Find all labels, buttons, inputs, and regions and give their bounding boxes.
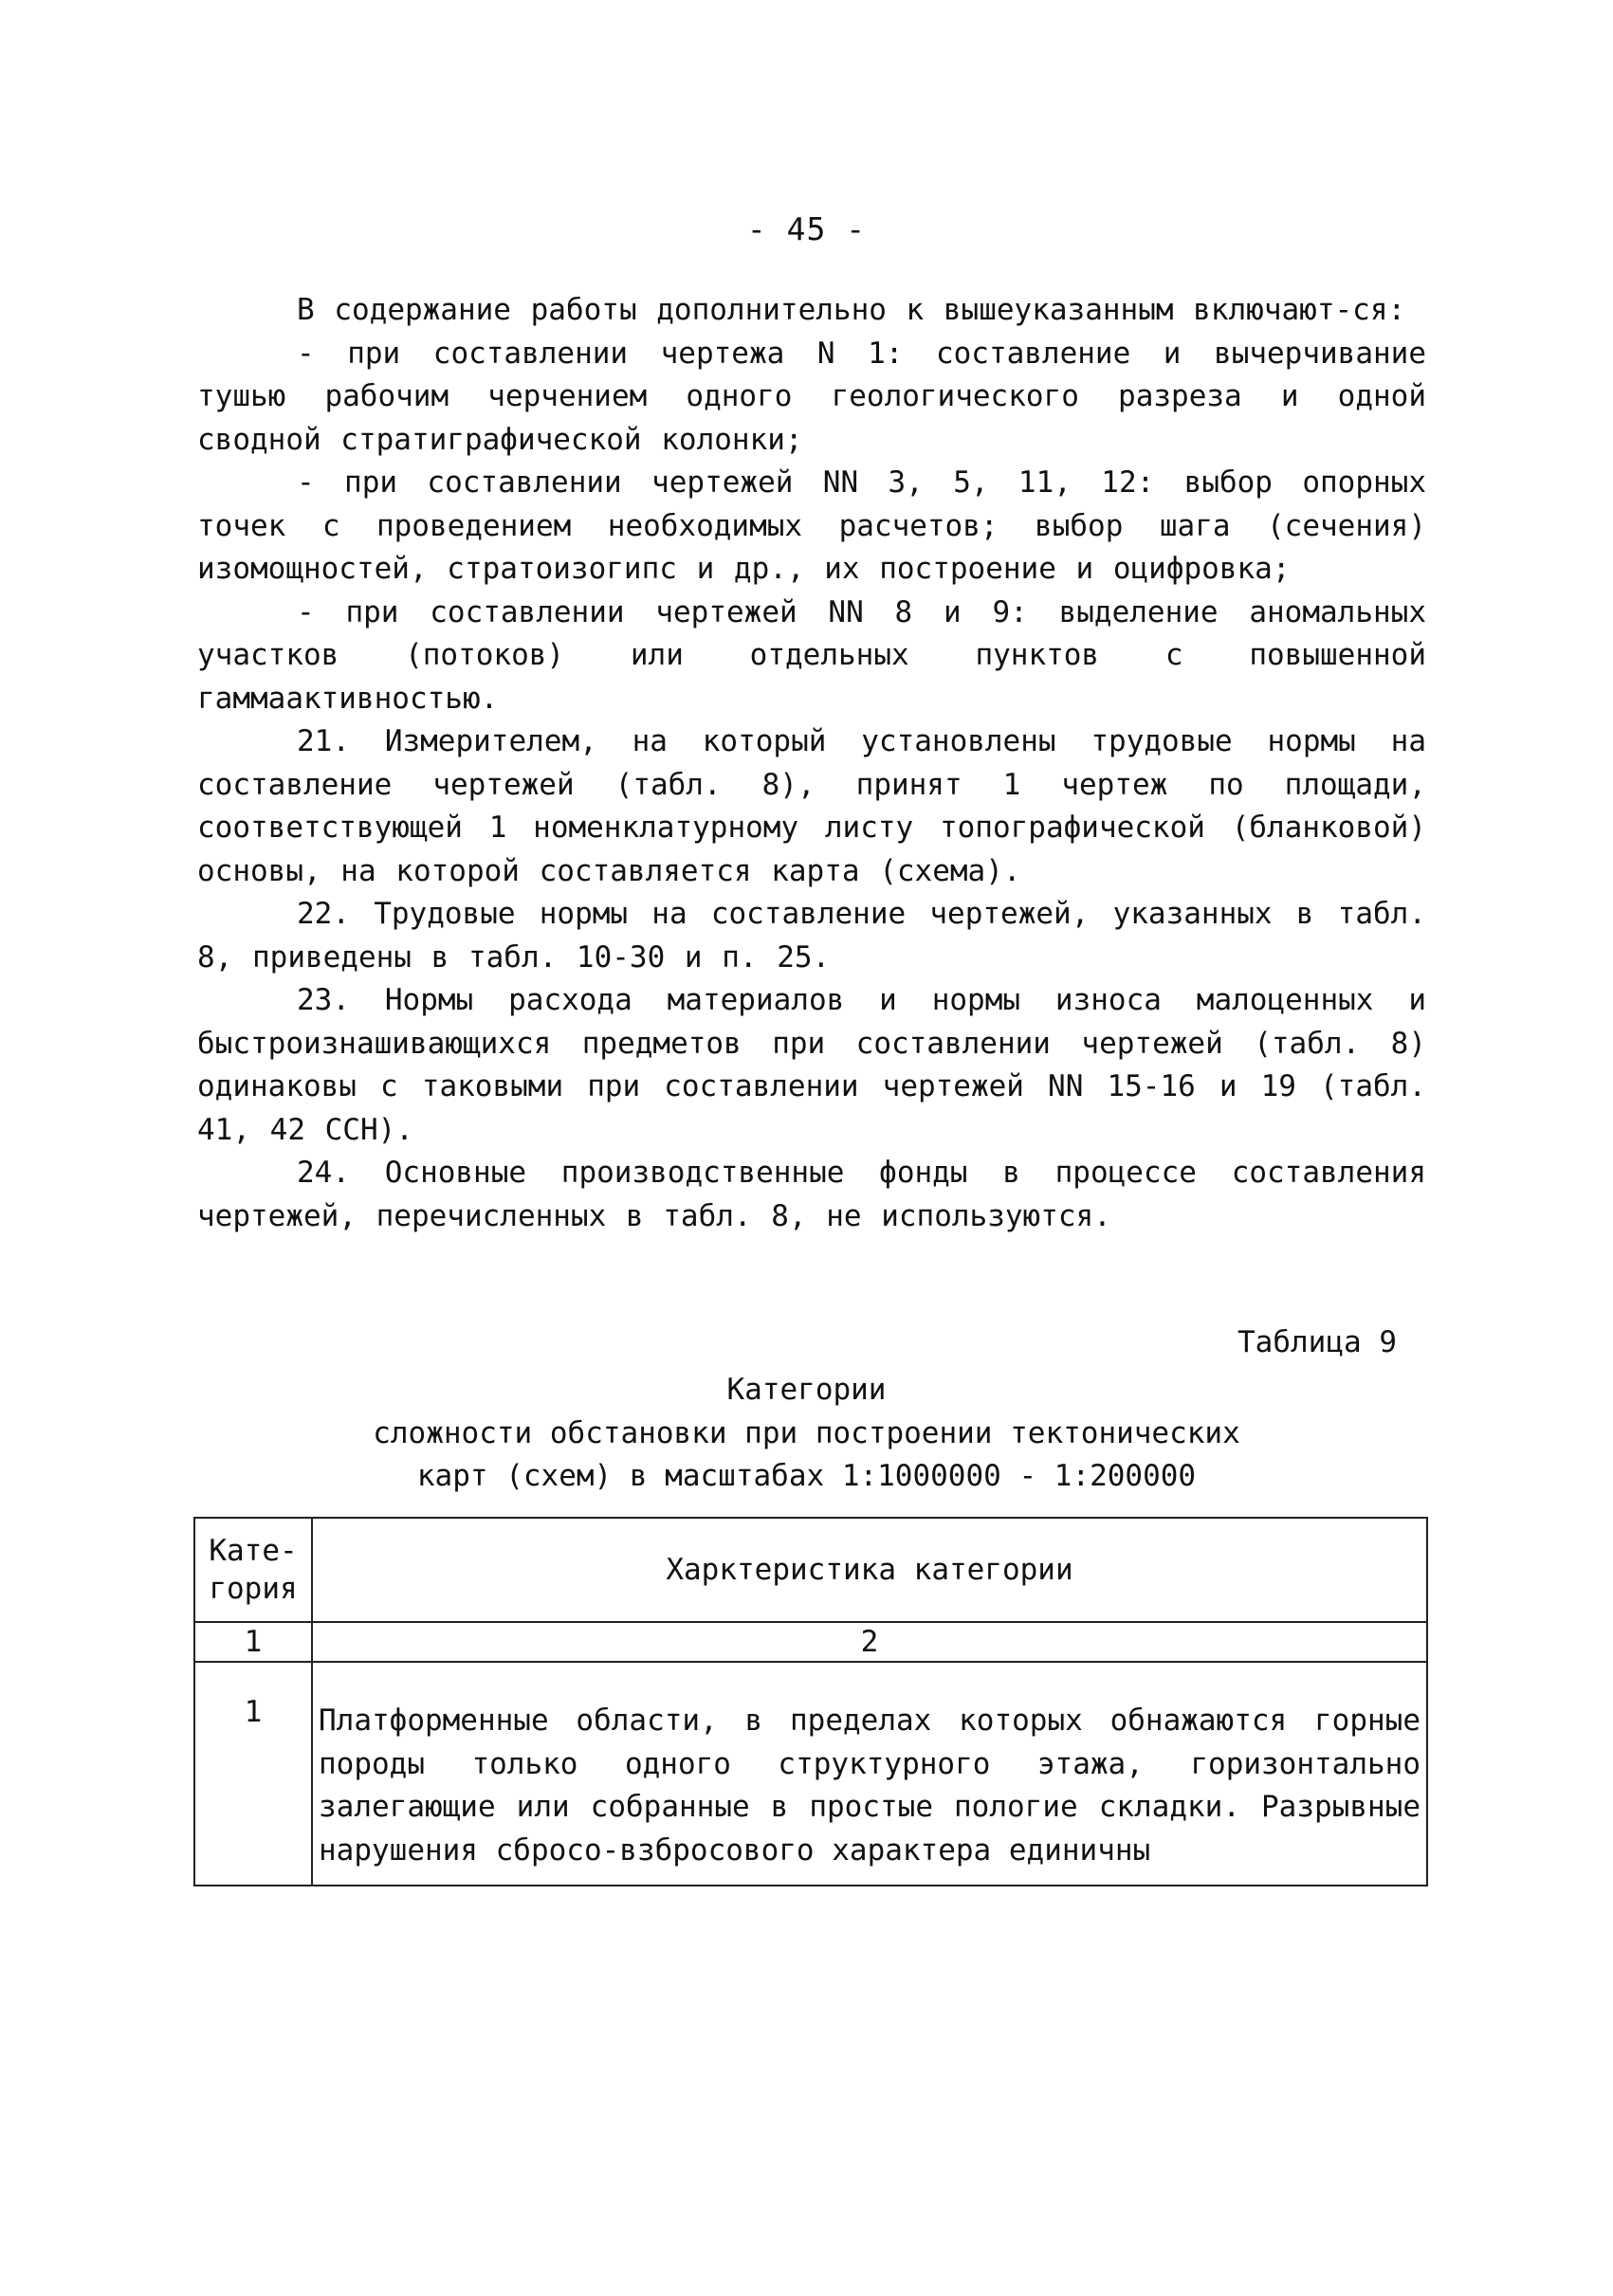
table-caption: Таблица 9 bbox=[1237, 1325, 1397, 1359]
paragraph: - при составлении чертежей NN 3, 5, 11, 12: выбор опорных точек с проведением необходимых расчетов; выбор шага (сечения) изомощностей, стратоизогипс и др., их построение и оцифровка; bbox=[197, 465, 1426, 586]
table-title-line: сложности обстановки при построении тектонических bbox=[373, 1415, 1240, 1450]
table-row bbox=[194, 1662, 1427, 1886]
table-title-line: Категории bbox=[726, 1373, 887, 1407]
table-title bbox=[0, 1369, 1613, 1499]
category-table bbox=[193, 1517, 1428, 1886]
header-characteristic: Харктеристика категории bbox=[312, 1518, 1427, 1622]
description-cell: Платформенные области, в пределах которых обнажаются горные породы только одного структурного этажа, горизонтально залегающие или собранные в простые пологие складки. Разрывные нарушения сбросо-взбросового характера единичны bbox=[312, 1662, 1427, 1886]
column-number: 1 bbox=[194, 1622, 312, 1662]
paragraph: - при составлении чертежа N 1: составление и вычерчивание тушью рабочим черчением одного геологического разреза и одной сводной стратиграфической колонки; bbox=[197, 336, 1426, 457]
table-title-line: карт (схем) в масштабах 1:1000000 - 1:200000 bbox=[416, 1459, 1197, 1493]
page-number: - 45 - bbox=[746, 210, 867, 247]
category-cell: 1 bbox=[194, 1662, 312, 1886]
column-number-row bbox=[194, 1622, 1427, 1662]
paragraph: 22. Трудовые нормы на составление чертежей, указанных в табл. 8, приведены в табл. 10-30 и п. 25. bbox=[197, 897, 1426, 975]
paragraph: 23. Нормы расхода материалов и нормы износа малоценных и быстроизнашивающихся предметов при составлении чертежей (табл. 8) одинаковы с таковыми при составлении чертежей NN 15-16 и 19 (табл. 41, 42 ССН). bbox=[197, 983, 1426, 1147]
header-category: Кате-гория bbox=[194, 1518, 312, 1622]
paragraph: - при составлении чертежей NN 8 и 9: выделение аномальных участков (потоков) или отдельных пунктов с повышенной гаммаактивностью. bbox=[197, 594, 1426, 716]
paragraph: 21. Измерителем, на который установлены трудовые нормы на составление чертежей (табл. 8), принят 1 чертеж по площади, соответствующей 1 номенклатурному листу топографической (бланковой) основы, на которой составляется карта (схема). bbox=[197, 724, 1426, 888]
table-header-row bbox=[194, 1518, 1427, 1622]
column-number: 2 bbox=[312, 1622, 1427, 1662]
paragraph: 24. Основные производственные фонды в процессе составления чертежей, перечисленных в табл. 8, не используются. bbox=[197, 1156, 1426, 1233]
body-text bbox=[197, 289, 1426, 1238]
paragraph: В содержание работы дополнительно к вышеуказанным включают-ся: bbox=[297, 293, 1406, 327]
